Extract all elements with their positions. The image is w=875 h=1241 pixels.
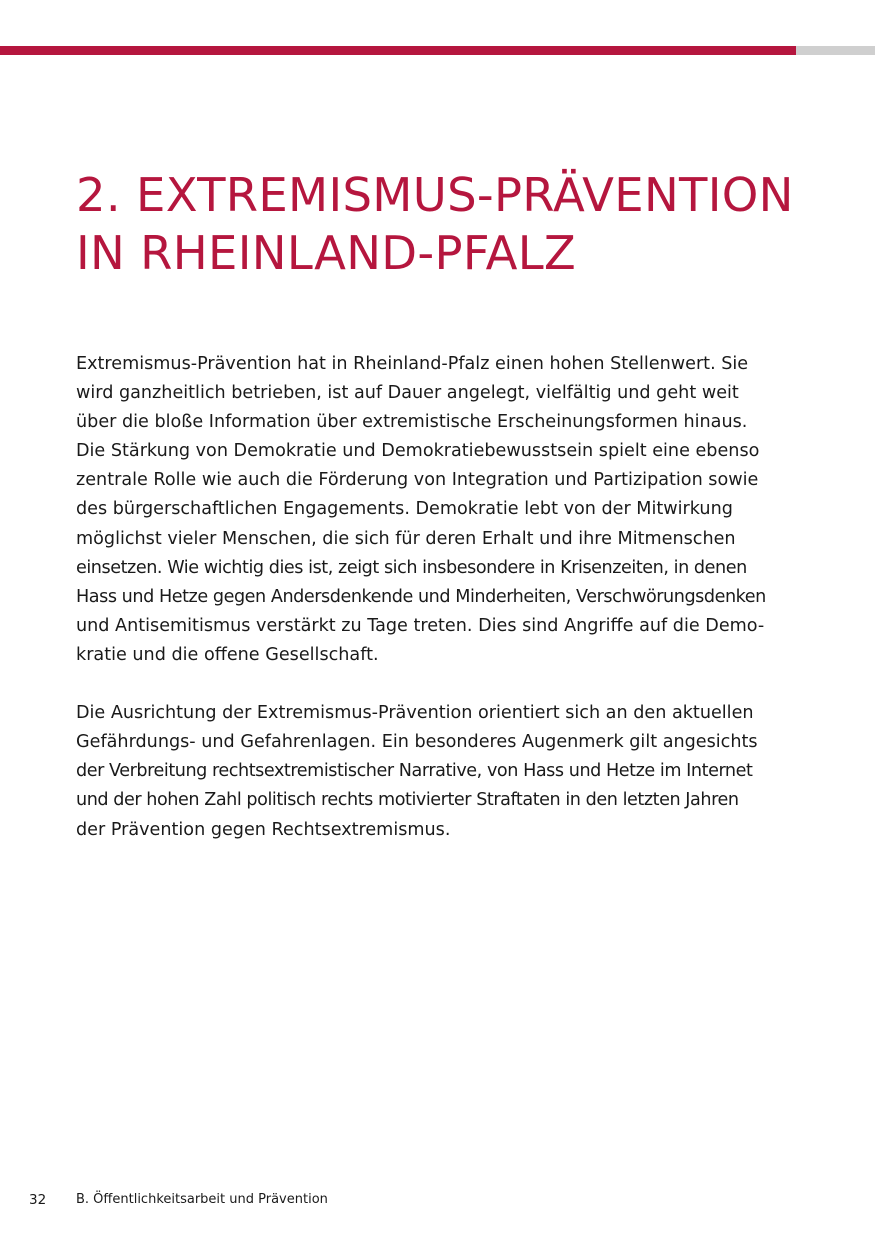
text-line: der Prävention gegen Rechtsextremismus. xyxy=(76,819,451,840)
text-line: Gefährdungs- und Gefahrenlagen. Ein besonderes Augenmerk gilt angesichts xyxy=(76,732,758,753)
text-line: Die Ausrichtung der Extremismus-Prävention orientiert sich an den aktuellen xyxy=(76,703,754,724)
header-rule xyxy=(0,46,875,55)
text-line: der Verbreitung rechtsextremistischer Narrative, von Hass und Hetze im Internet xyxy=(76,761,753,782)
paragraph-2 xyxy=(76,699,836,844)
body-text xyxy=(76,350,836,874)
header-rule-accent xyxy=(0,46,796,55)
chapter-title xyxy=(76,166,836,282)
page-footer xyxy=(0,1190,875,1210)
text-line: zentrale Rolle wie auch die Förderung von Integration und Partizipation sowie xyxy=(76,470,759,491)
footer-section-name: B. Öffentlichkeitsarbeit und Prävention xyxy=(76,1192,328,1207)
text-line: einsetzen. Wie wichtig dies ist, zeigt sich insbesondere in Krisenzeiten, in denen xyxy=(76,557,747,578)
text-line: Extremismus-Prävention hat in Rheinland-Pfalz einen hohen Stellenwert. Sie xyxy=(76,354,749,374)
header-rule-grey xyxy=(796,46,875,55)
text-line: und der hohen Zahl politisch rechts motivierter Straftaten in den letzten Jahren xyxy=(76,790,739,811)
text-line: des bürgerschaftlichen Engagements. Demokratie lebt von der Mitwirkung xyxy=(76,499,733,520)
text-line: kratie und die offene Gesellschaft. xyxy=(76,644,379,665)
chapter-title-line: 2. EXTREMISMUS-PRÄVENTION xyxy=(76,168,794,222)
page-number: 32 xyxy=(29,1192,47,1208)
text-line: Die Stärkung von Demokratie und Demokratiebewusstsein spielt eine ebenso xyxy=(76,441,760,462)
text-line: und Antisemitismus verstärkt zu Tage treten. Dies sind Angriffe auf die Demo- xyxy=(76,615,765,636)
chapter-title-line: IN RHEINLAND-PFALZ xyxy=(76,226,577,280)
text-line: wird ganzheitlich betrieben, ist auf Dauer angelegt, vielfältig und geht weit xyxy=(76,383,739,404)
text-line: über die bloße Information über extremistische Erscheinungsformen hinaus. xyxy=(76,412,748,433)
text-line: möglichst vieler Menschen, die sich für deren Erhalt und ihre Mitmenschen xyxy=(76,528,736,549)
paragraph-1 xyxy=(76,350,836,670)
text-line: Hass und Hetze gegen Andersdenkende und Minderheiten, Verschwörungsdenken xyxy=(76,586,766,607)
